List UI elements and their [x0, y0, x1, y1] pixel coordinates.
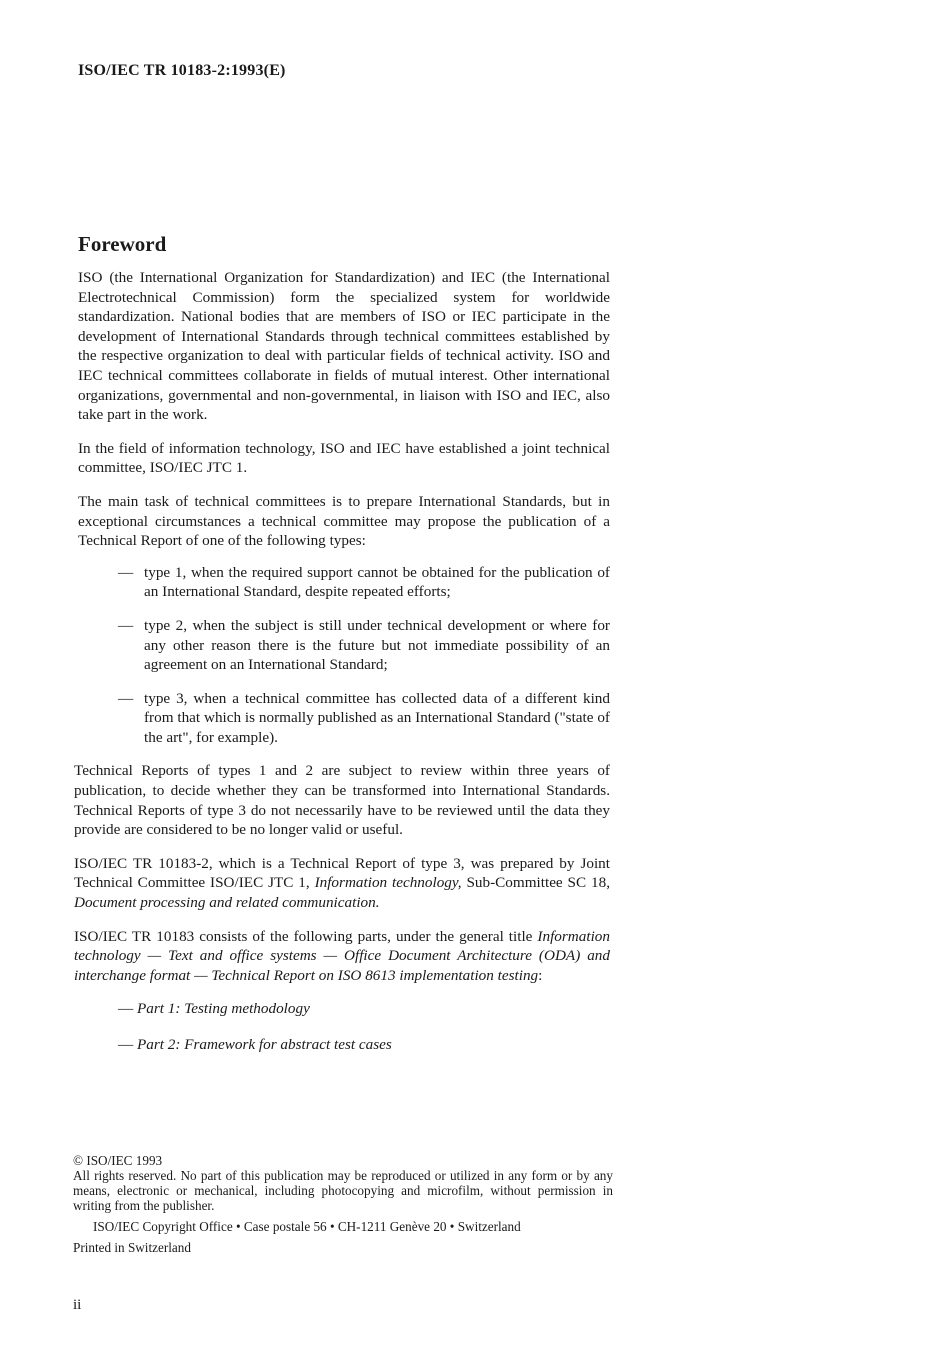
type-2-text: type 2, when the subject is still under technical development or where for any other reason there is the future but not immediate possibility of an agreement on an International Standard; [144, 616, 610, 674]
type-3-text: type 3, when a technical committee has collected data of a different kind from that which is normally published as an International Standard ("state of the art", for example). [144, 689, 610, 746]
paragraph-main-task: The main task of technical committees is to prepare International Standards, but in exceptional circumstances a technical committee may propose the publication of a Technical Report of one of the following types: [78, 492, 610, 550]
list-item [78, 616, 610, 675]
rights-notice: All rights reserved. No part of this publication may be reproduced or utilized in any form or by any means, electronic or mechanical, including photocopying and microfilm, without permission in writing from the publisher. [73, 1168, 613, 1213]
paragraph-review: Technical Reports of types 1 and 2 are subject to review within three years of publication, to decide whether they can be transformed into International Standards. Technical Reports of type 3 do not necessarily have to be reviewed until the data they provide are considered to be no longer valid or useful. [74, 762, 610, 839]
paragraph-parts [74, 927, 610, 986]
paragraph-organizations: ISO (the International Organization for Standardization) and IEC (the International Electrotechnical Commission) form the specialized system for worldwide standardization. National bodies that are members of ISO or IEC participate in the development of International Standards through technical committees established by the respective organization to deal with particular fields of technical activity. ISO and IEC technical committees collaborate in fields of mutual interest. Other international organizations, governmental and non-governmental, in liaison with ISO and IEC, also take part in the work. [78, 269, 610, 424]
dash: — [118, 616, 134, 634]
parts-intro-text: ISO/IEC TR 10183 consists of the following parts, under the general title [74, 927, 538, 945]
parts-list [78, 999, 610, 1054]
copyright-line: © ISO/IEC 1993 [73, 1153, 163, 1168]
printed-in: Printed in Switzerland [73, 1240, 191, 1255]
list-item [78, 563, 610, 602]
section-title: Foreword [78, 232, 167, 256]
committee-title-italic: Information technology, [314, 874, 462, 892]
dash: — [118, 689, 134, 707]
part-2-text: Part 2: Framework for abstract test cases [136, 1036, 392, 1053]
list-item [78, 1035, 610, 1055]
page-number: ii [73, 1297, 82, 1313]
copyright-office: ISO/IEC Copyright Office • Case postale 56 • CH-1211 Genève 20 • Switzerland [93, 1219, 521, 1234]
list-item [78, 999, 610, 1019]
dash: — [118, 1000, 134, 1018]
copyright-block [73, 1153, 613, 1255]
paragraph-prepared-by [74, 854, 610, 913]
document-header: ISO/IEC TR 10183-2:1993(E) [78, 62, 286, 79]
type-1-text: type 1, when the required support cannot be obtained for the publication of an International Standard, despite repeated efforts; [144, 563, 610, 601]
foreword-body [74, 268, 610, 1071]
subcommittee-title-italic: Document processing and related communication. [74, 894, 380, 912]
paragraph-jtc1: In the field of information technology, ISO and IEC have established a joint technical committee, ISO/IEC JTC 1. [78, 439, 610, 477]
prepared-by-text: ISO/IEC TR 10183-2, which is a Technical Report of type 3, was prepared by Joint Technical Committee ISO/IEC JTC 1, [74, 854, 610, 892]
report-types-list [78, 563, 610, 748]
parts-intro-colon: : [538, 966, 543, 984]
part-1-text: Part 1: Testing methodology [136, 1000, 310, 1018]
general-title-italic: Information technology — Text and office systems — Office Document Architecture (ODA) and interchange format — Technical Report on ISO 8613 implementation testing [74, 927, 610, 984]
list-item [78, 689, 610, 748]
subcommittee-text: Sub-Committee SC 18, [461, 874, 610, 892]
dash: — [118, 1036, 134, 1053]
dash: — [118, 563, 134, 581]
